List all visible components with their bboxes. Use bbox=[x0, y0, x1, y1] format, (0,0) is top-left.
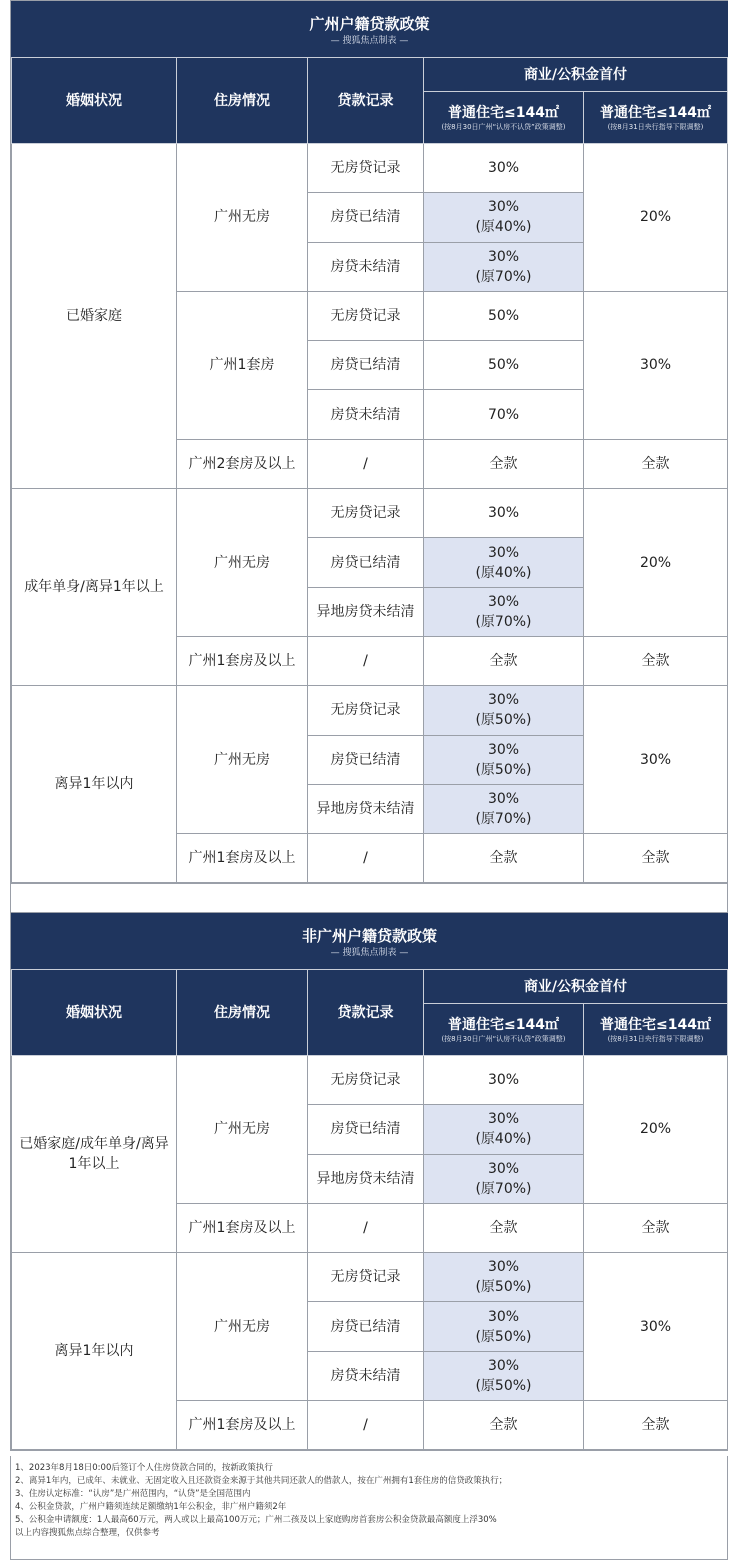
header-column-b bbox=[584, 92, 728, 144]
down-payment-a-cell bbox=[424, 1203, 584, 1252]
down-payment-a-cell bbox=[424, 341, 584, 390]
down-payment-value: 30% bbox=[487, 1308, 520, 1325]
header-column-b-note: (按8月31日央行指导下限调整) bbox=[607, 1034, 704, 1043]
loan-record-cell: 无房贷记录 bbox=[308, 1056, 424, 1105]
down-payment-value: 50% bbox=[487, 308, 520, 325]
loan-record-cell: / bbox=[308, 636, 424, 685]
table-title: 非广州户籍贷款政策 bbox=[301, 926, 437, 945]
down-payment-value: 全款 bbox=[489, 653, 518, 670]
header-marital-status: 婚姻状况 bbox=[12, 58, 177, 144]
down-payment-original: (原50%) bbox=[475, 1328, 532, 1345]
table-row bbox=[12, 1056, 728, 1105]
down-payment-b-cell: 全款 bbox=[584, 1401, 728, 1450]
down-payment-value: 70% bbox=[487, 406, 520, 423]
down-payment-a-cell bbox=[424, 1154, 584, 1203]
header-marital-status: 婚姻状况 bbox=[12, 970, 177, 1056]
loan-record-cell: 房贷未结清 bbox=[308, 242, 424, 291]
down-payment-original: (原70%) bbox=[475, 613, 532, 630]
loan-record-cell: 无房贷记录 bbox=[308, 144, 424, 193]
loan-record-cell: 房贷已结清 bbox=[308, 538, 424, 587]
header-loan-record: 贷款记录 bbox=[308, 970, 424, 1056]
down-payment-value: 全款 bbox=[489, 1417, 518, 1434]
down-payment-original: (原50%) bbox=[475, 1377, 532, 1394]
policy-table bbox=[11, 913, 728, 1450]
header-housing-situation: 住房情况 bbox=[177, 58, 308, 144]
header-column-a-note: (按8月30日广州“认房不认贷”政策调整) bbox=[441, 1034, 566, 1043]
footnote-line: 1、2023年8月18日0:00后签订个人住房贷款合同的，按新政策执行 bbox=[15, 1463, 273, 1473]
footnote-line: 以上内容搜狐焦点综合整理，仅供参考 bbox=[15, 1528, 160, 1538]
header-column-a bbox=[424, 92, 584, 144]
down-payment-value: 30% bbox=[487, 593, 520, 610]
down-payment-b-cell: 30% bbox=[584, 686, 728, 834]
down-payment-b-cell: 30% bbox=[584, 1253, 728, 1401]
loan-record-cell: / bbox=[308, 1203, 424, 1252]
down-payment-a-cell bbox=[424, 1253, 584, 1302]
down-payment-value: 30% bbox=[487, 248, 520, 265]
marital-status-cell: 离异1年以内 bbox=[12, 1253, 177, 1450]
down-payment-value: 30% bbox=[487, 505, 520, 522]
header-loan-record: 贷款记录 bbox=[308, 58, 424, 144]
header-down-payment: 商业/公积金首付 bbox=[424, 58, 728, 92]
down-payment-a-cell bbox=[424, 538, 584, 587]
down-payment-a-cell bbox=[424, 1401, 584, 1450]
marital-status-cell: 成年单身/离异1年以上 bbox=[12, 489, 177, 686]
down-payment-value: 30% bbox=[487, 199, 520, 216]
down-payment-value: 30% bbox=[487, 160, 520, 177]
down-payment-original: (原40%) bbox=[475, 219, 532, 236]
down-payment-b-cell: 全款 bbox=[584, 834, 728, 883]
down-payment-b-cell: 全款 bbox=[584, 636, 728, 685]
down-payment-original: (原40%) bbox=[475, 1131, 532, 1148]
down-payment-value: 全款 bbox=[489, 1220, 518, 1237]
down-payment-b-cell: 20% bbox=[584, 144, 728, 292]
footnote-line: 5、公积金申请额度：1人最高60万元，两人或以上最高100万元；广州二孩及以上家庭购房首套房公积金贷款最高额度上浮30% bbox=[15, 1515, 497, 1525]
housing-situation-cell: 广州1套房及以上 bbox=[177, 1401, 308, 1450]
loan-record-cell: 异地房贷未结清 bbox=[308, 1154, 424, 1203]
table-spacer bbox=[10, 884, 728, 912]
down-payment-value: 50% bbox=[487, 357, 520, 374]
down-payment-b-cell: 全款 bbox=[584, 1203, 728, 1252]
loan-record-cell: 房贷已结清 bbox=[308, 193, 424, 242]
loan-record-cell: 房贷已结清 bbox=[308, 735, 424, 784]
housing-situation-cell: 广州无房 bbox=[177, 1056, 308, 1204]
housing-situation-cell: 广州无房 bbox=[177, 489, 308, 637]
header-column-a-label: 普通住宅≤144㎡ bbox=[448, 1016, 559, 1033]
housing-situation-cell: 广州无房 bbox=[177, 144, 308, 292]
down-payment-b-cell: 30% bbox=[584, 291, 728, 439]
down-payment-a-cell bbox=[424, 242, 584, 291]
loan-record-cell: 无房贷记录 bbox=[308, 686, 424, 735]
footnotes bbox=[10, 1456, 728, 1560]
loan-record-cell: 无房贷记录 bbox=[308, 489, 424, 538]
housing-situation-cell: 广州2套房及以上 bbox=[177, 439, 308, 488]
footnote-line: 2、离异1年内，已成年、未就业、无固定收入且还款资金来源于其他共同还款人的借款人，按在广州拥有1套住房的信贷政策执行； bbox=[15, 1476, 508, 1486]
down-payment-a-cell bbox=[424, 291, 584, 340]
down-payment-value: 30% bbox=[487, 1160, 520, 1177]
down-payment-b-cell: 20% bbox=[584, 489, 728, 637]
table-row bbox=[12, 144, 728, 193]
down-payment-a-cell bbox=[424, 784, 584, 833]
table-row bbox=[12, 686, 728, 735]
down-payment-a-cell bbox=[424, 439, 584, 488]
housing-situation-cell: 广州1套房 bbox=[177, 291, 308, 439]
down-payment-value: 全款 bbox=[489, 850, 518, 867]
header-down-payment: 商业/公积金首付 bbox=[424, 970, 728, 1004]
header-column-b bbox=[584, 1004, 728, 1056]
down-payment-a-cell bbox=[424, 193, 584, 242]
loan-record-cell: 房贷已结清 bbox=[308, 1105, 424, 1154]
loan-record-cell: 异地房贷未结清 bbox=[308, 784, 424, 833]
down-payment-value: 全款 bbox=[489, 455, 518, 472]
loan-record-cell: 无房贷记录 bbox=[308, 291, 424, 340]
loan-record-cell: 房贷未结清 bbox=[308, 1351, 424, 1400]
housing-situation-cell: 广州无房 bbox=[177, 1253, 308, 1401]
loan-record-cell: 房贷已结清 bbox=[308, 1302, 424, 1351]
down-payment-value: 30% bbox=[487, 1259, 520, 1276]
marital-status-cell: 已婚家庭/成年单身/离异1年以上 bbox=[12, 1056, 177, 1253]
loan-record-cell: 无房贷记录 bbox=[308, 1253, 424, 1302]
table-title: 广州户籍贷款政策 bbox=[309, 14, 430, 33]
down-payment-original: (原70%) bbox=[475, 811, 532, 827]
down-payment-a-cell bbox=[424, 735, 584, 784]
down-payment-value: 30% bbox=[487, 741, 520, 758]
down-payment-value: 30% bbox=[487, 1072, 520, 1089]
housing-situation-cell: 广州1套房及以上 bbox=[177, 636, 308, 685]
down-payment-original: (原50%) bbox=[475, 712, 532, 729]
down-payment-value: 30% bbox=[487, 791, 520, 807]
table-subtitle: — 搜狐焦点制表 — bbox=[330, 947, 409, 958]
table-row bbox=[12, 1253, 728, 1302]
header-column-b-note: (按8月31日央行指导下限调整) bbox=[607, 122, 704, 131]
down-payment-value: 30% bbox=[487, 1111, 520, 1128]
table-subtitle: — 搜狐焦点制表 — bbox=[330, 35, 409, 46]
down-payment-a-cell bbox=[424, 834, 584, 883]
housing-situation-cell: 广州无房 bbox=[177, 686, 308, 834]
footnote-line: 3、住房认定标准：“认房”是广州范围内，“认贷”是全国范围内 bbox=[15, 1489, 251, 1499]
down-payment-a-cell bbox=[424, 1351, 584, 1400]
header-housing-situation: 住房情况 bbox=[177, 970, 308, 1056]
header-column-a-label: 普通住宅≤144㎡ bbox=[448, 104, 559, 121]
down-payment-value: 30% bbox=[487, 1357, 520, 1374]
down-payment-original: (原50%) bbox=[475, 1279, 532, 1296]
down-payment-original: (原50%) bbox=[475, 761, 532, 778]
down-payment-b-cell: 20% bbox=[584, 1056, 728, 1204]
header-column-a-note: (按8月30日广州“认房不认贷”政策调整) bbox=[441, 122, 566, 131]
loan-record-cell: 房贷已结清 bbox=[308, 341, 424, 390]
down-payment-a-cell bbox=[424, 587, 584, 636]
down-payment-value: 30% bbox=[487, 544, 520, 561]
down-payment-original: (原40%) bbox=[475, 564, 532, 581]
header-column-a bbox=[424, 1004, 584, 1056]
loan-record-cell: 房贷未结清 bbox=[308, 390, 424, 439]
housing-situation-cell: 广州1套房及以上 bbox=[177, 1203, 308, 1252]
guangzhou-hukou-policy-table bbox=[10, 0, 728, 884]
loan-record-cell: / bbox=[308, 1401, 424, 1450]
down-payment-original: (原70%) bbox=[475, 1180, 532, 1197]
down-payment-value: 30% bbox=[487, 692, 520, 709]
down-payment-a-cell bbox=[424, 144, 584, 193]
footnote-line: 4、公积金贷款，广州户籍须连续足额缴纳1年公积金，非广州户籍须2年 bbox=[15, 1502, 287, 1512]
down-payment-a-cell bbox=[424, 489, 584, 538]
marital-status-cell: 离异1年以内 bbox=[12, 686, 177, 883]
header-column-b-label: 普通住宅≤144㎡ bbox=[600, 104, 711, 121]
policy-table bbox=[11, 1, 728, 883]
down-payment-a-cell bbox=[424, 686, 584, 735]
down-payment-a-cell bbox=[424, 636, 584, 685]
down-payment-a-cell bbox=[424, 390, 584, 439]
housing-situation-cell: 广州1套房及以上 bbox=[177, 834, 308, 883]
loan-record-cell: / bbox=[308, 834, 424, 883]
table-title-cell bbox=[12, 2, 728, 58]
down-payment-a-cell bbox=[424, 1302, 584, 1351]
table-title-cell bbox=[12, 914, 728, 970]
down-payment-original: (原70%) bbox=[475, 268, 532, 285]
down-payment-a-cell bbox=[424, 1105, 584, 1154]
loan-record-cell: / bbox=[308, 439, 424, 488]
table-row bbox=[12, 489, 728, 538]
loan-record-cell: 异地房贷未结清 bbox=[308, 587, 424, 636]
down-payment-b-cell: 全款 bbox=[584, 439, 728, 488]
header-column-b-label: 普通住宅≤144㎡ bbox=[600, 1016, 711, 1033]
down-payment-a-cell bbox=[424, 1056, 584, 1105]
non-guangzhou-hukou-policy-table bbox=[10, 912, 728, 1451]
marital-status-cell: 已婚家庭 bbox=[12, 144, 177, 489]
